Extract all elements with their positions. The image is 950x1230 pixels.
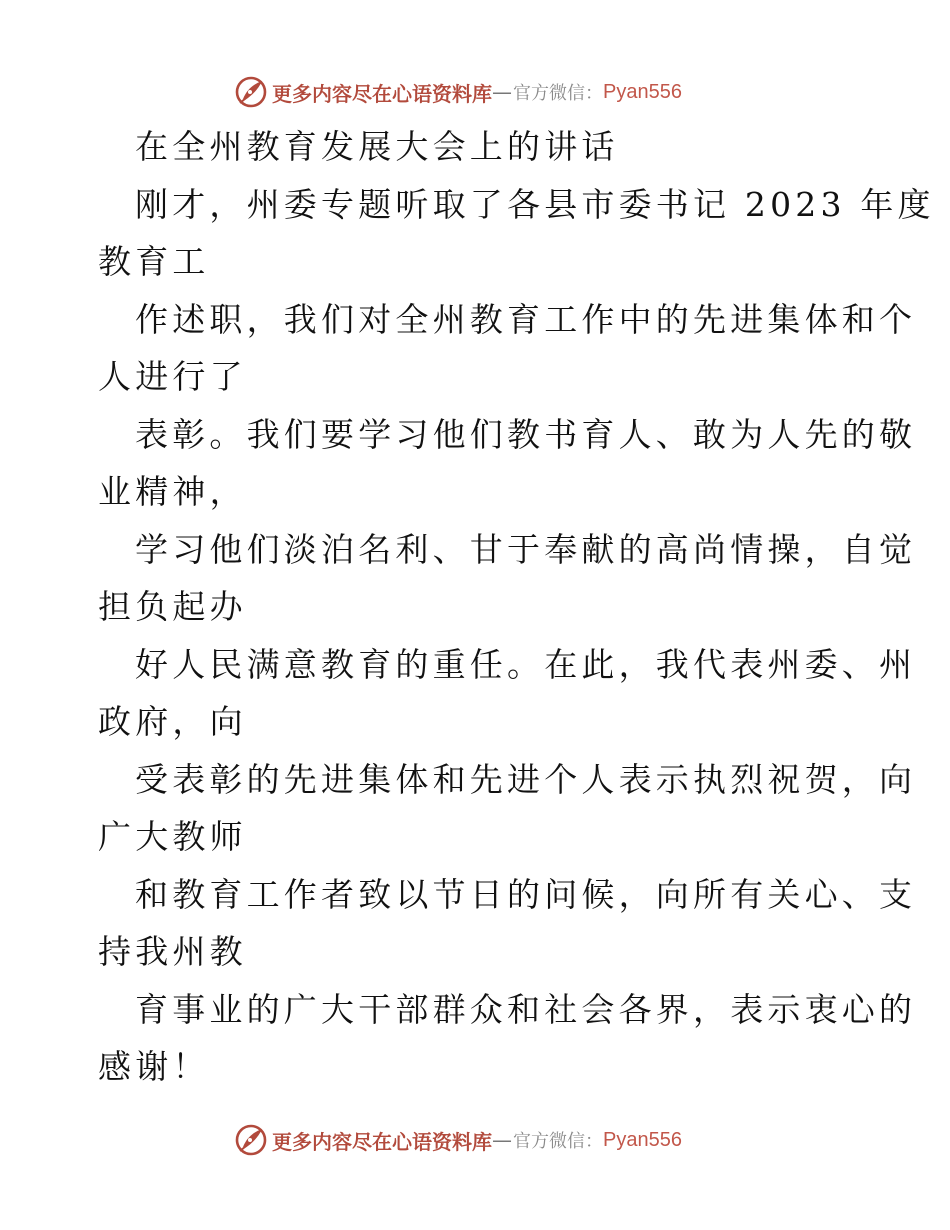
- document-body: [98, 118, 935, 1096]
- body-line: 持我州教: [98, 932, 247, 971]
- banner-separator: —: [492, 80, 511, 104]
- body-line: 担负起办: [98, 587, 247, 626]
- body-line: 好人民满意教育的重任。在此，我代表州委、州: [135, 644, 917, 684]
- body-line: 育事业的广大干部群众和社会各界，表示衷心的: [135, 989, 917, 1029]
- banner-wechat-label: 官方微信：: [513, 83, 603, 104]
- body-line: 受表彰的先进集体和先进个人表示执烈祝贺，向: [135, 759, 917, 799]
- body-line: 和教育工作者致以节日的问候，向所有关心、支: [135, 874, 917, 914]
- body-line: 学习他们淡泊名利、甘于奉献的高尚情操，自觉: [135, 529, 917, 569]
- banner-wechat-label: 官方微信：: [513, 1131, 603, 1152]
- banner-separator: —: [492, 1128, 511, 1152]
- body-line: 教育工: [98, 242, 210, 281]
- body-line: 刚才，州委专题听取了各县市委书记 2023 年度: [135, 184, 935, 224]
- pen-logo-icon: [234, 75, 268, 109]
- body-line: 表彰。我们要学习他们教书育人、敢为人先的敬: [135, 414, 917, 454]
- document-title: 在全州教育发展大会上的讲话: [135, 127, 619, 166]
- body-line: 作述职，我们对全州教育工作中的先进集体和个: [135, 299, 917, 339]
- body-line: 政府，向: [98, 702, 247, 741]
- body-line: 广大教师: [98, 817, 247, 856]
- pen-logo-icon: [234, 1123, 268, 1157]
- banner-site-text: 更多内容尽在心语资料库: [272, 1129, 492, 1154]
- header-banner: [234, 72, 714, 112]
- banner-wechat-id: Pyan556: [603, 80, 682, 103]
- footer-banner: [234, 1120, 714, 1160]
- banner-wechat-id: Pyan556: [603, 1128, 682, 1151]
- body-line: 人进行了: [98, 357, 247, 396]
- banner-site-text: 更多内容尽在心语资料库: [272, 81, 492, 106]
- body-line: 感谢！: [98, 1047, 210, 1086]
- body-line: 业精神，: [98, 472, 247, 511]
